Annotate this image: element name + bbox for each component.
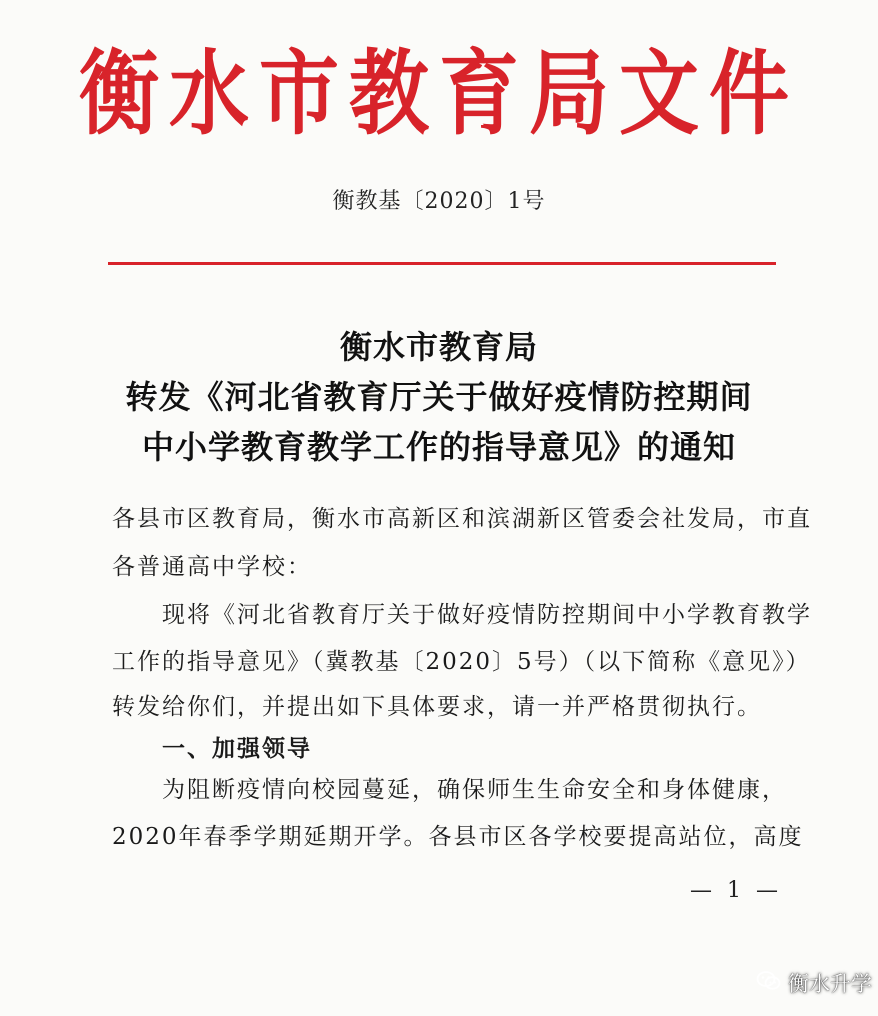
- watermark: [756, 968, 872, 998]
- body-line: 现将《河北省教育厅关于做好疫情防控期间中小学教育教学: [112, 602, 812, 628]
- title-line-2: 转发《河北省教育厅关于做好疫情防控期间: [125, 378, 753, 416]
- section-heading: 一、加强领导: [112, 736, 312, 762]
- body-line: 各普通高中学校：: [112, 554, 312, 580]
- title-line-1: 衡水市教育局: [339, 328, 538, 366]
- body-line: 2020年春季学期延期开学。各县市区各学校要提高站位，高度: [112, 824, 804, 850]
- page-number: — 1 —: [690, 878, 782, 903]
- document-masthead: 衡水市教育局文件: [79, 39, 799, 148]
- title-line-3: 中小学教育教学工作的指导意见》的通知: [141, 428, 736, 466]
- body-line: 为阻断疫情向校园蔓延，确保师生生命安全和身体健康，: [112, 777, 787, 803]
- watermark-label: 衡水升学: [788, 972, 872, 996]
- body-line: 工作的指导意见》（冀教基〔2020〕5号）（以下简称《意见》）: [112, 649, 811, 675]
- wechat-icon: [756, 970, 782, 997]
- red-divider-line: [108, 262, 776, 265]
- body-line: 各县市区教育局，衡水市高新区和滨湖新区管委会社发局，市直: [112, 506, 812, 532]
- body-line: 转发给你们，并提出如下具体要求，请一并严格贯彻执行。: [112, 694, 762, 720]
- document-number: 衡教基〔2020〕1号: [332, 189, 546, 214]
